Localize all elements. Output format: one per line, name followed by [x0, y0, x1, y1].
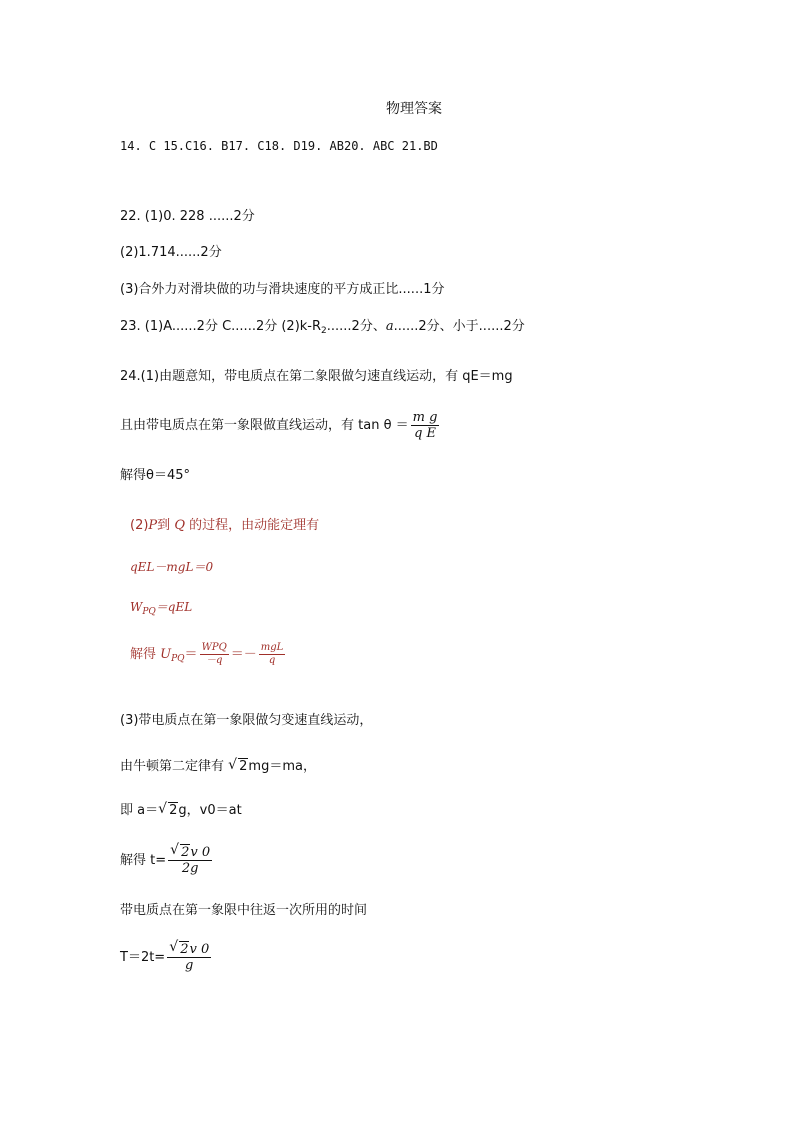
time-prefix: 解得 t=	[120, 853, 167, 868]
page-title: 物理答案	[386, 101, 442, 117]
q24-part3-line5: 带电质点在第一象限中往返一次所用的时间	[120, 903, 368, 918]
tan-fraction	[411, 410, 440, 441]
newton-suffix: mg＝ma，	[248, 759, 316, 774]
point-q: Q	[174, 518, 185, 533]
sqrt-symbol: √ 2	[228, 757, 248, 774]
solve-prefix: 解得	[130, 647, 161, 662]
fraction-denominator: －q	[205, 655, 223, 666]
voltage-subscript: PQ	[171, 654, 185, 664]
fraction-numerator: v 0	[190, 845, 211, 860]
time-fraction	[168, 842, 212, 876]
q24-part2-line2: qEL－mgL＝0	[130, 560, 214, 574]
voltage-symbol: U	[160, 647, 172, 662]
q23-text-c: ......2分、小于......2分	[393, 319, 525, 334]
part2-label: (2)	[130, 518, 149, 533]
sqrt-value: 2	[239, 759, 248, 774]
sqrt-symbol: √ 2	[169, 939, 189, 957]
q22-part2: (2)1.714......2分	[120, 245, 222, 260]
sqrt-value: 2	[180, 942, 189, 957]
q22-part1: 22. (1)0. 228 ......2分	[120, 209, 255, 224]
work-rest: ＝qEL	[155, 600, 193, 614]
fraction-numerator: v 0	[189, 942, 210, 957]
fraction-denominator: g	[185, 958, 194, 973]
q24-part3-line1: (3)带电质点在第一象限做匀变速直线运动，	[120, 713, 373, 728]
q23-text-a: 23. (1)A......2分 C......2分 (2)k-R	[120, 319, 322, 334]
work-symbol: W	[130, 600, 143, 614]
work-subscript: PQ	[142, 607, 156, 617]
q24-part2-line4	[130, 642, 287, 668]
point-p: P	[148, 518, 158, 533]
equals: ＝	[184, 647, 198, 662]
q23-a-symbol: a	[385, 319, 394, 334]
fraction-numerator: mgL	[260, 642, 284, 653]
q24-part3-line4	[120, 842, 214, 876]
q24-line3: 解得θ＝45°	[120, 468, 190, 483]
q24-part3-line2	[120, 758, 316, 776]
q24-part2-line1	[130, 517, 319, 535]
newton-prefix: 由牛顿第二定律有	[120, 759, 229, 774]
fraction-numerator: WPQ	[201, 642, 227, 653]
fraction-denominator: q	[268, 655, 276, 666]
q24-line2	[120, 410, 441, 441]
equals-minus: ＝－	[230, 647, 257, 662]
q23-answers	[120, 318, 525, 340]
voltage-fraction-2	[259, 642, 286, 667]
q23-subscript: 2	[321, 326, 327, 336]
fraction-numerator: m g	[412, 410, 438, 425]
period-fraction	[167, 939, 211, 973]
q24-line1: 24.(1)由题意知，带电质点在第二象限做匀速直线运动，有 qE＝mg	[120, 369, 513, 384]
part2-text: 到	[157, 518, 175, 533]
fraction-denominator: 2g	[181, 861, 199, 876]
q23-text-b: ......2分、	[326, 319, 386, 334]
sqrt-symbol: √ 2	[158, 801, 178, 818]
choice-answers: 14. C 15.C16. B17. C18. D19. AB20. ABC 21.BD	[120, 139, 438, 153]
fraction-denominator: q E	[414, 426, 437, 441]
period-prefix: T＝2t=	[120, 950, 166, 965]
part2-text-end: 的过程，由动能定理有	[184, 518, 320, 533]
sqrt-symbol: √ 2	[170, 842, 190, 860]
q24-part3-line6	[120, 939, 213, 973]
sqrt-value: 2	[181, 845, 190, 860]
q24-part2-line3	[130, 598, 192, 621]
accel-prefix: 即 a＝	[120, 803, 159, 818]
voltage-fraction-1	[200, 642, 229, 667]
sqrt-value: 2	[169, 803, 178, 818]
q22-part3: (3)合外力对滑块做的功与滑块速度的平方成正比......1分	[120, 282, 445, 297]
q24-part3-line3	[120, 802, 242, 820]
accel-suffix: g，v0＝at	[178, 803, 242, 818]
q24-line2-prefix: 且由带电质点在第一象限做直线运动，有 tan θ ＝	[120, 418, 409, 433]
